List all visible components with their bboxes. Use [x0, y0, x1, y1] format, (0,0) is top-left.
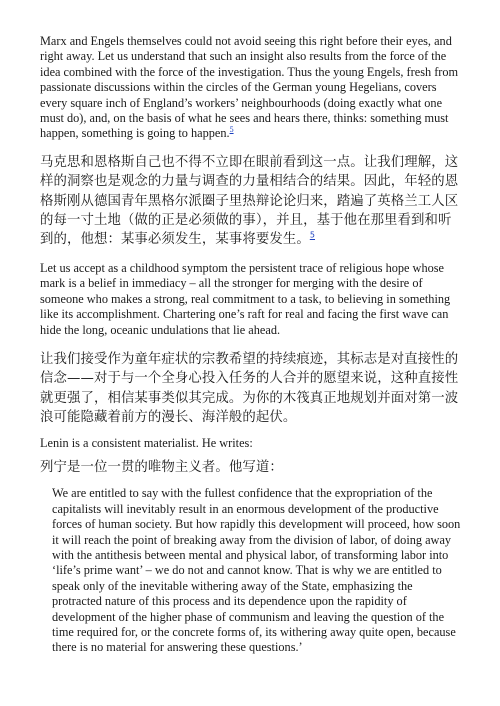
english-paragraph-religious-hope: Let us accept as a childhood symptom the persistent trace of religious hope whose mark is a belief in immediacy – all the stronger for merging with the desire of someone who makes a strong, real commitment to a task, to believing in something like its accomplishment. Chartering one’s raft for real and facing the first wave can hide the long, oceanic undulations that lie ahead. [40, 260, 451, 337]
paragraph-text: Marx and Engels themselves could not avoid seeing this right before their eyes, and right away. Let us understand that such an insight also results from the force of the idea combined with the force of the investigation. Thus the young Engels, fresh from passionate discussions within the circles of the German young Hegelians, covers every square inch of England’s workers’ neighbourhoods (doing exactly what one must do), and, on the basis of what he sees and hears there, thinks: something must happen, something is going to happen. [40, 34, 459, 141]
chinese-paragraph-engels [40, 153, 464, 250]
english-paragraph-lenin-intro: Lenin is a consistent materialist. He writes: [40, 435, 253, 450]
lenin-quotation: We are entitled to say with the fullest confidence that the expropriation of the capitalists will inevitably result in an enormous development of the productive forces of human society. But how rapidly this development will proceed, how soon it will reach the point of breaking away from the division of labor, of doing away with the antithesis between mental and physical labor, of transforming labor into ‘life’s prime want’ – we do not and cannot know. That is why we are entitled to speak only of the inevitable withering away of the State, emphasizing the protracted nature of this process and its dependence upon the rapidity of development of the higher phase of communism and leaving the question of the time required for, or the concrete forms of, its withering away quite open, because there is no material for answering these questions.’ [52, 486, 461, 655]
footnote-link[interactable]: 5 [229, 125, 234, 135]
footnote-link[interactable]: 5 [309, 231, 316, 240]
chinese-paragraph-lenin-intro: 列宁是一位一贯的唯物主义者。他写道： [40, 459, 283, 475]
document-page [40, 34, 464, 656]
english-paragraph-engels [40, 34, 464, 142]
paragraph-text: 马克思和恩格斯自己也不得不立即在眼前看到这一点。让我们理解，这样的洞察也是观念的力量与调查的力量相结合的结果。因此，年轻的恩格斯刚从德国青年黑格尔派圈子里热辩论论归来，踏遍了英格兰工人区的每一寸土地（做的正是必须做的事），并且，基于他在那里看到和听到的，他想：某事必须发生，某事将要发生。 [40, 154, 459, 248]
chinese-paragraph-religious-hope: 让我们接受作为童年症状的宗教希望的持续痕迹，其标志是对直接性的信念——对于与一个全身心投入任务的人合并的愿望来说，这种直接性就更强了，相信某事类似其完成。为你的木筏真正地规划并面对第一波浪可能隐藏着前方的漫长、海洋般的起伏。 [40, 351, 459, 426]
